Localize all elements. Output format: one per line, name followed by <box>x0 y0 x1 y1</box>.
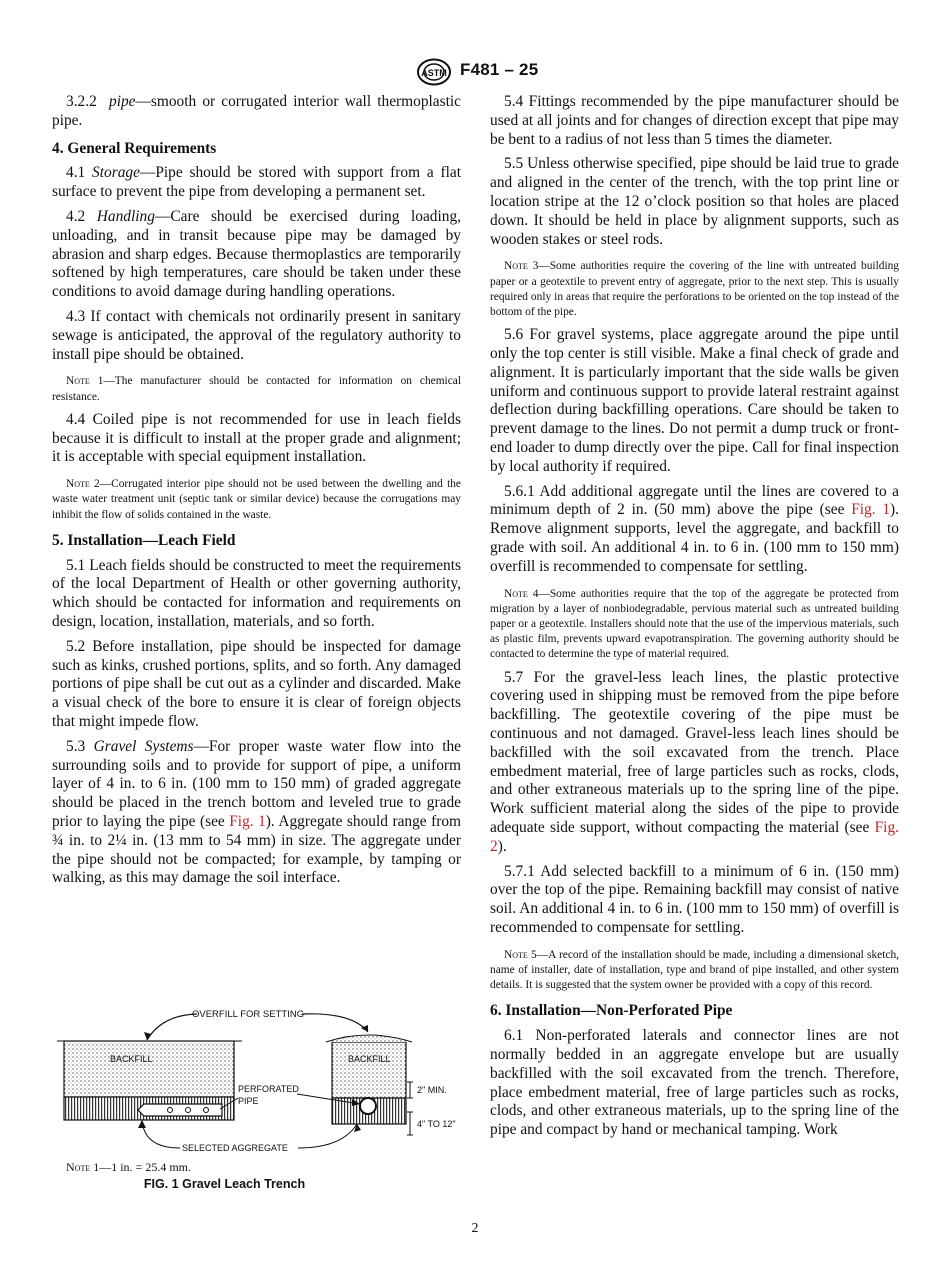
note-4: Note 4—Some authorities require that the top of the aggregate be protected from migration by a layer of nonbiodegradable, pervious material such as untreated building paper or a geotextile. Installers should note that the use of the impervious materials, such as plastic film, prevents upward evapotranspiration. The governing authority should be contacted to determine the type of material required. <box>490 587 899 661</box>
section-6-heading: 6. Installation—Non-Perforated Pipe <box>490 1002 733 1020</box>
min-dimension-label: 2" MIN. <box>417 1085 447 1095</box>
paragraph-6-1: 6.1 Non-perforated laterals and connector lines are not normally bedded in an aggregate envelope but are usually backfilled with the soil excavated from the trench. Therefore, place embedment material, free of large particles such as rocks, clods, and other extraneous materials, up to the spring line of the pipe and compact by hand or mechanical tamping. Work <box>490 1027 899 1139</box>
figure-1-caption: FIG. 1 Gravel Leach Trench <box>143 1177 306 1191</box>
fig-1-link[interactable]: Fig. 1 <box>229 812 266 830</box>
paragraph-5-7: 5.7 For the gravel-less leach lines, the plastic protective covering used in shipping must be removed from the pipe before backfilling. The geotextile covering of the pipe must be continuous and not damaged. Gravel-less leach lines should be backfilled with the soil excavated from the trench. Place embedment material, free of large particles such as rocks, clods, and other extraneous materials up to the spring line of the pipe. Work sufficient material along the sides of the pipe to provide adequate side support, without compacting the material (see Fig. 2). <box>490 668 899 855</box>
paragraph-5-7-1: 5.7.1 Add selected backfill to a minimum of 6 in. (150 mm) over the top of the pipe. Remaining backfill may consist of native soil. An additional 4 in. to 6 in. (100 mm to 150 mm) of overfill is recommended to compensate for settling. <box>490 862 899 936</box>
section-5-heading: 5. Installation—Leach Field <box>52 531 236 549</box>
right-trench-backfill <box>332 1042 406 1098</box>
paragraph-5-5: 5.5 Unless otherwise specified, pipe should be laid true to grade and aligned in the center of the trench, with the top print line or location stripe at the 12 o’clock position so that holes are placed down. It should be held in place by alignment supports, such as wooden stakes or steel rods. <box>490 155 899 248</box>
left-column <box>52 93 461 894</box>
note-2: Note 2—Corrugated interior pipe should not be used between the dwelling and the waste water treatment unit (septic tank or similar device) because the corrugations may inhibit the flow of solids contained in the waste. <box>52 478 461 521</box>
right-column <box>490 93 899 1146</box>
paragraph-4-2: 4.2 Handling—Care should be exercised during loading, unloading, and in transit because pipe may be damaged by abrasion and sharp edges. Because thermoplastics are temporarily softened by high temperatures, care should be taken under these conditions to avoid damage during handling operations. <box>52 207 461 301</box>
figure-1-gravel-leach-trench <box>52 1000 472 1160</box>
left-trench-backfill <box>64 1041 234 1097</box>
fig-1-link[interactable]: Fig. 1 <box>851 501 891 519</box>
note-3: Note 3—Some authorities require the covering of the line with untreated building paper or a geotextile to prevent entry of aggregate, prior to the next step. This is usually required only in areas that require the perforations to be oriented on the top instead of the bottom of the pipe. <box>490 260 899 318</box>
overfill-label: OVERFILL FOR SETTING <box>192 1009 305 1020</box>
paragraph-4-1: 4.1 Storage—Pipe should be stored with support from a flat surface to prevent the pipe from developing a permanent set. <box>52 164 461 201</box>
depth-dimension-label: 4" TO 12" <box>417 1119 456 1129</box>
selected-aggregate-label: SELECTED AGGREGATE <box>182 1143 288 1153</box>
paragraph-4-3: 4.3 If contact with chemicals not ordinarily present in sanitary sewage is anticipated, the approval of the regulatory authority to install pipe should be obtained. <box>52 307 461 363</box>
paragraph-5-3: 5.3 Gravel Systems—For proper waste water flow into the surrounding soils and to provide for support of pipe, a uniform layer of 4 in. to 6 in. (100 mm to 150 mm) of graded aggregate should be placed in the trench bottom and leveled true to grade prior to laying the pipe (see Fig. 1). Aggregate should range from ¾ in. to 2¼ in. (13 mm to 54 mm) in size. The aggregate under the pipe should not be compacted; for example, by tamping or walking, as this may damage the soil interface. <box>52 737 461 887</box>
perforated-label: PERFORATED <box>238 1084 299 1094</box>
section-4-heading: 4. General Requirements <box>52 139 217 157</box>
paragraph-5-2: 5.2 Before installation, pipe should be inspected for damage such as kinks, crushed portions, splits, and so forth. Any damaged portions of pipe shall be cut out as a cylinder and discarded. Make a visual check of the bore to ensure it is clear of foreign objects that might impede flow. <box>52 637 461 730</box>
pipe-label: PIPE <box>238 1096 259 1106</box>
overfill-arrow <box>147 1014 197 1040</box>
fig-2-link[interactable]: Fig. 2 <box>490 818 899 855</box>
page-header <box>0 58 950 86</box>
page-number: 2 <box>471 1221 479 1236</box>
backfill-left-label: BACKFILL <box>110 1054 153 1064</box>
paragraph-4-4: 4.4 Coiled pipe is not recommended for use in leach fields because it is difficult to install at the proper grade and alignment; it is acceptable with special equipment installation. <box>52 410 461 466</box>
standard-designation: F481 – 25 <box>460 60 539 79</box>
paragraph-5-6-1: 5.6.1 Add additional aggregate until the lines are covered to a minimum depth of 2 in. (50 mm) above the pipe (see Fig. 1). Remove alignment supports, level the aggregate, and backfill to grade with soil. An additional 4 in. to 6 in. (100 mm to 150 mm) overfill is recommended to compensate for settling. <box>490 482 900 575</box>
paragraph-5-1: 5.1 Leach fields should be constructed to meet the requirements of the local Department of Health or other governing authority, which should be contacted for information and requirements on design, location, installation, materials, and so forth. <box>52 556 461 630</box>
backfill-right-label: BACKFILL <box>348 1054 391 1064</box>
svg-text:ASTM: ASTM <box>421 68 447 78</box>
right-pipe <box>360 1098 376 1114</box>
left-pipe <box>138 1104 222 1116</box>
paragraph-3-2-2: 3.2.2 pipe—smooth or corrugated interior wall thermoplastic pipe. <box>52 93 461 129</box>
paragraph-5-4: 5.4 Fittings recommended by the pipe manufacturer should be used at all joints and for changes of direction except that pipe may be bent to a radius of not less than 5 times the diameter. <box>490 93 899 148</box>
note-5: Note 5—A record of the installation should be made, including a dimensional sketch, name of installer, date of installation, type and brand of pipe installed, and other system details. It is suggested that the system owner be provided with a copy of this record. <box>490 948 899 992</box>
figure-1-note: Note 1—1 in. = 25.4 mm. <box>66 1160 191 1174</box>
note-1: Note 1—The manufacturer should be contacted for information on chemical resistance. <box>52 375 461 403</box>
paragraph-5-6: 5.6 For gravel systems, place aggregate around the pipe until only the top center is still visible. Make a final check of grade and alignment. It is particularly important that the side walls be given uniform and continuous support to provide lateral restraint against deflection during backfilling operations. Care should be taken to prevent damage to the lines. Do not permit a dump truck or front-end loader to dump directly over the pipe. Call for final inspection by local authority if required. <box>490 326 899 475</box>
astm-logo-icon <box>416 58 452 86</box>
